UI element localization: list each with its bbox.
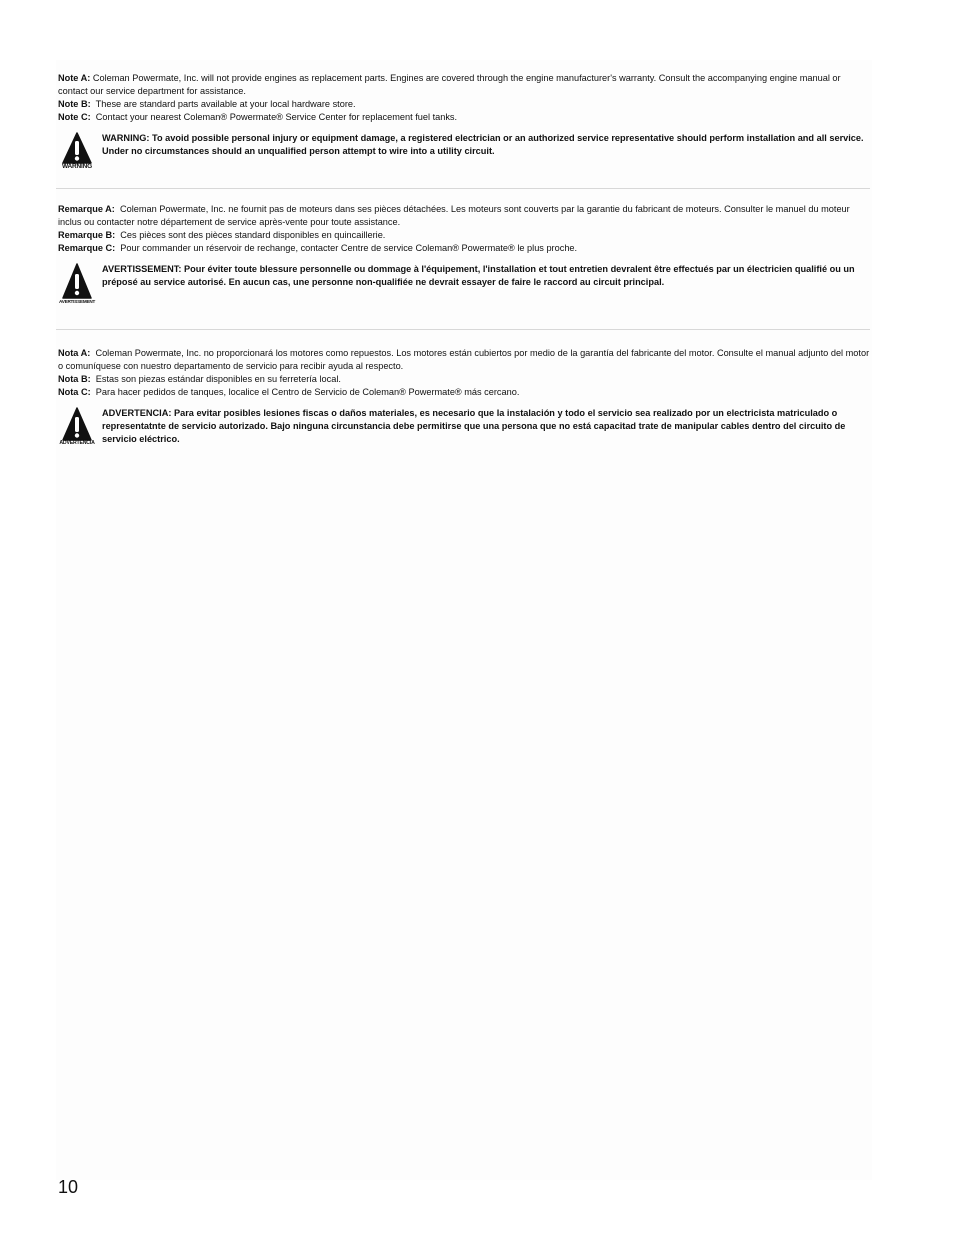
nota-b-label: Nota B:	[58, 374, 91, 384]
note-a-text: Coleman Powermate, Inc. will not provide engines as replacement parts. Engines are covered through the engine manufacturer's warranty. Consult the accompanying engine manual or contact our service department for assistance.	[58, 73, 841, 96]
exclamation-triangle-icon	[62, 132, 92, 164]
avertissement-text: AVERTISSEMENT: Pour éviter toute blessure personnelle ou dommage à l'équipement, l'installation et tout entretien devralent être effectués par un électricien qualifié ou un préposé au service autorisé. En aucun cas, une personne non-qualifiée ne devrait essayer de faire le raccord au circuit principal.	[102, 264, 855, 287]
remarque-a-text: Coleman Powermate, Inc. ne fournit pas de moteurs dans ses pièces détachées. Les moteurs sont couverts par la garantie du fabricant de moteurs. Consulter le manuel du moteur inclus ou contacter notre département de service après-vente pour toute assistance.	[58, 204, 850, 227]
section-divider	[56, 188, 870, 189]
warning-symbol	[56, 132, 98, 170]
remarque-b-text: Ces pièces sont des pièces standard disponibles en quincaillerie.	[120, 230, 386, 240]
note-a-label: Note A:	[58, 73, 91, 83]
nota-c-text: Para hacer pedidos de tanques, localice el Centro de Servicio de Coleman® Powermate® más cercano.	[95, 387, 520, 397]
remarque-c-label: Remarque C:	[58, 243, 116, 253]
nota-b	[58, 373, 870, 386]
remarque-a-label: Remarque A:	[58, 204, 115, 214]
avertissement-block	[58, 263, 870, 304]
remarque-b	[58, 229, 870, 242]
remarque-b-label: Remarque B:	[58, 230, 116, 240]
warning-text: WARNING: To avoid possible personal injury or equipment damage, a registered electrician or an authorized service representative should perform installation and all service. Under no circumstances should an unqualified person attempt to wire into a utility circuit.	[102, 133, 864, 156]
note-b-label: Note B:	[58, 99, 91, 109]
exclamation-triangle-icon	[62, 407, 92, 441]
note-b	[58, 98, 870, 111]
avertissement-caption: AVERTISSEMENT	[58, 299, 96, 304]
section-divider	[56, 329, 870, 330]
nota-c-label: Nota C:	[58, 387, 91, 397]
advertencia-block	[58, 407, 870, 446]
note-b-text: These are standard parts available at your local hardware store.	[95, 99, 356, 109]
advertencia-text: ADVERTENCIA: Para evitar posibles lesiones fiscas o daños materiales, es necesario que la instalación y todo el servicio sea realizado por un electricista matriculado o representatnte de servicio autorizado. Bajo ninguna circunstancia debe permitirse que una persona que no está capacitad trate de manipular cables dentro del circuito de servicio eléctrico.	[102, 408, 846, 444]
warning-caption: WARNING	[61, 163, 92, 170]
nota-b-text: Estas son piezas estándar disponibles en su ferretería local.	[95, 374, 341, 384]
spanish-notes-section	[58, 347, 870, 446]
french-notes-section	[58, 203, 870, 304]
nota-a	[58, 347, 870, 373]
remarque-a	[58, 203, 870, 229]
note-c-label: Note C:	[58, 112, 91, 122]
exclamation-triangle-icon	[62, 263, 92, 299]
english-notes-section	[58, 72, 870, 170]
nota-c	[58, 386, 870, 399]
nota-a-text: Coleman Powermate, Inc. no proporcionará los motores como repuestos. Los motores están cubiertos por medio de la garantía del fabricante del motor. Consulte el manual adjunto del motor o comuníquese con nuestro departamento de servicio para recibir ayuda al respecto.	[58, 348, 870, 371]
note-a	[58, 72, 870, 98]
remarque-c	[58, 242, 870, 255]
nota-a-label: Nota A:	[58, 348, 91, 358]
advertencia-caption: ADVERTENCIA	[59, 440, 95, 446]
note-c-text: Contact your nearest Coleman® Powermate® Service Center for replacement fuel tanks.	[95, 112, 458, 122]
remarque-c-text: Pour commander un réservoir de rechange, contacter Centre de service Coleman® Powermate® le plus proche.	[120, 243, 578, 253]
avertissement-symbol	[56, 263, 98, 305]
note-c	[58, 111, 870, 124]
advertencia-symbol	[56, 407, 98, 447]
page-number: 10	[58, 1177, 79, 1197]
warning-block	[58, 132, 870, 170]
